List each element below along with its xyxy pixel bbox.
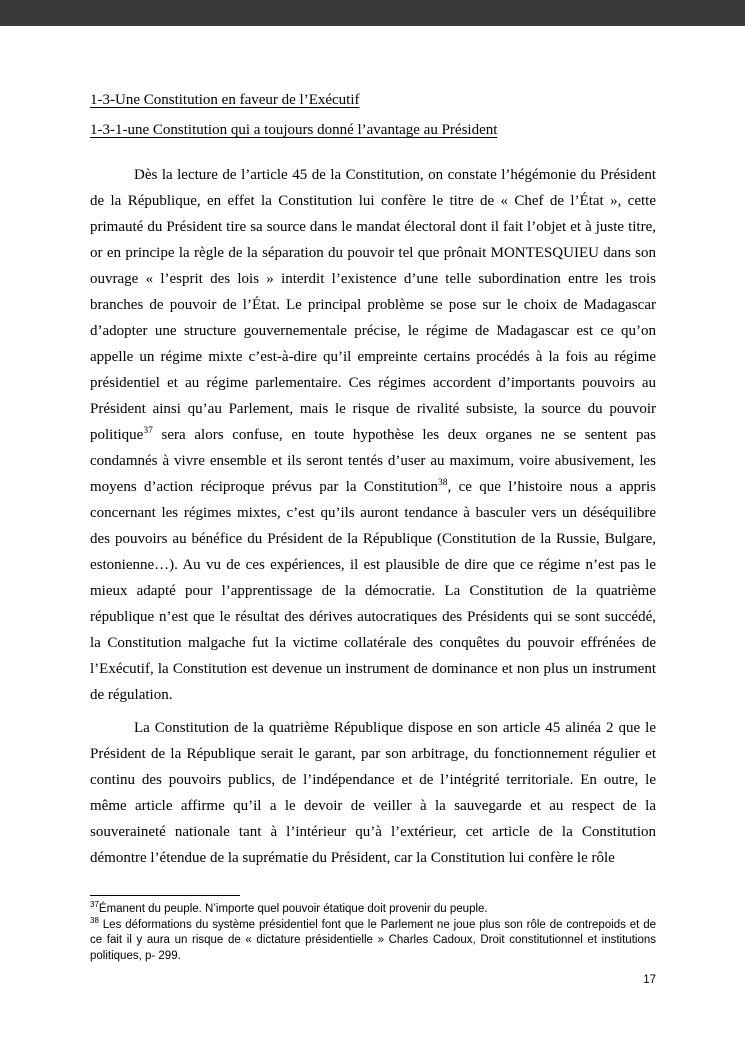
footnote-ref-37: 37 <box>143 426 153 436</box>
paragraph-2: La Constitution de la quatrième République dispose en son article 45 alinéa 2 que le Président de la République serait le garant, par son arbitrage, du fonctionnement régulier et continu des pouvoirs publics, de l’indépendance et de l’intégrité territoriale. En outre, le même article affirme qu’il a le devoir de veiller à la sauvegarde et au respect de la souveraineté nationale tant à l’intérieur qu’à l’extérieur, cet article de la Constitution démontre l’étendue de la suprématie du Président, car la Constitution lui confère le rôle <box>90 720 656 866</box>
footnote-38-text: Les déformations du système présidentiel font que le Parlement ne joue plus son rôle de contrepoids et de ce fait il y aura un risque de « dictature présidentielle » Charles Cadoux, Droit constitutionnel et institutions politiques, p- 299. <box>90 918 656 962</box>
footnote-38-marker: 38 <box>90 915 99 925</box>
section-heading: 1-3-Une Constitution en faveur de l’Exécutif <box>90 92 360 108</box>
footnote-38 <box>90 915 656 965</box>
viewer-background-strip <box>0 0 745 26</box>
document-page <box>0 26 745 1053</box>
footnote-37-marker: 37 <box>90 900 99 910</box>
paragraph-1-text-1: Dès la lecture de l’article 45 de la Constitution, on constate l’hégémonie du Président de la République, en effet la Constitution lui confère le titre de « Chef de l’État », cette primauté du Président tire sa source dans le mandat électoral dont il fait l’objet et à juste titre, or en principe la règle de la séparation du pouvoir tel que prônait MONTESQUIEU dans son ouvrage « l’esprit des lois » interdit l’existence d’une telle subordination entre les trois branches de pouvoir de l’État. Le principal problème se pose sur le choix de Madagascar d’adopter une structure gouvernementale précise, le régime de Madagascar est ce qu’on appelle un régime mixte c’est-à-dire qu’il empreinte certains procédés à la fois au régime présidentiel et au régime parlementaire. Ces régimes accordent d’importants pouvoirs au Président ainsi qu’au Parlement, mais le risque de rivalité subsiste, la source du pouvoir politique <box>90 167 656 443</box>
footnote-ref-38: 38 <box>438 478 448 488</box>
paragraph-1-text-2: sera alors confuse, en toute hypothèse les deux organes ne se sentent pas condamnés à vivre ensemble et ils seront tentés d’user au maximum, voire abusivement, les moyens d’action réciproque prévus par la Constitution <box>90 427 656 495</box>
page-content <box>0 26 745 871</box>
footnote-area <box>90 895 656 964</box>
footnote-37-text: Émanent du peuple. N’importe quel pouvoir étatique doit provenir du peuple. <box>98 903 488 915</box>
page-number: 17 <box>643 974 656 986</box>
paragraph-1-text-3: , ce que l’histoire nous a appris concernant les régimes mixtes, c’est qu’ils auront tendance à basculer vers un déséquilibre des pouvoirs au bénéfice du Président de la République (Constitution de la Russie, Bulgare, estonienne…). Au vu de ces expériences, il est plausible de dire que ce régime n’est pas le mieux adapté pour l’apprentissage de la démocratie. La Constitution de la quatrième république n’est que le résultat des dérives autocratiques des Présidents qui se sont succédé, la Constitution malgache fut la victime collatérale des conquêtes du pouvoir effrénées de l’Exécutif, la Constitution est devenue un instrument de dominance et non plus un instrument de régulation. <box>90 479 657 703</box>
footnote-37 <box>90 902 656 918</box>
subsection-heading: 1-3-1-une Constitution qui a toujours donné l’avantage au Président <box>90 122 498 138</box>
paragraph-1 <box>90 162 656 708</box>
footnote-separator <box>90 895 240 896</box>
